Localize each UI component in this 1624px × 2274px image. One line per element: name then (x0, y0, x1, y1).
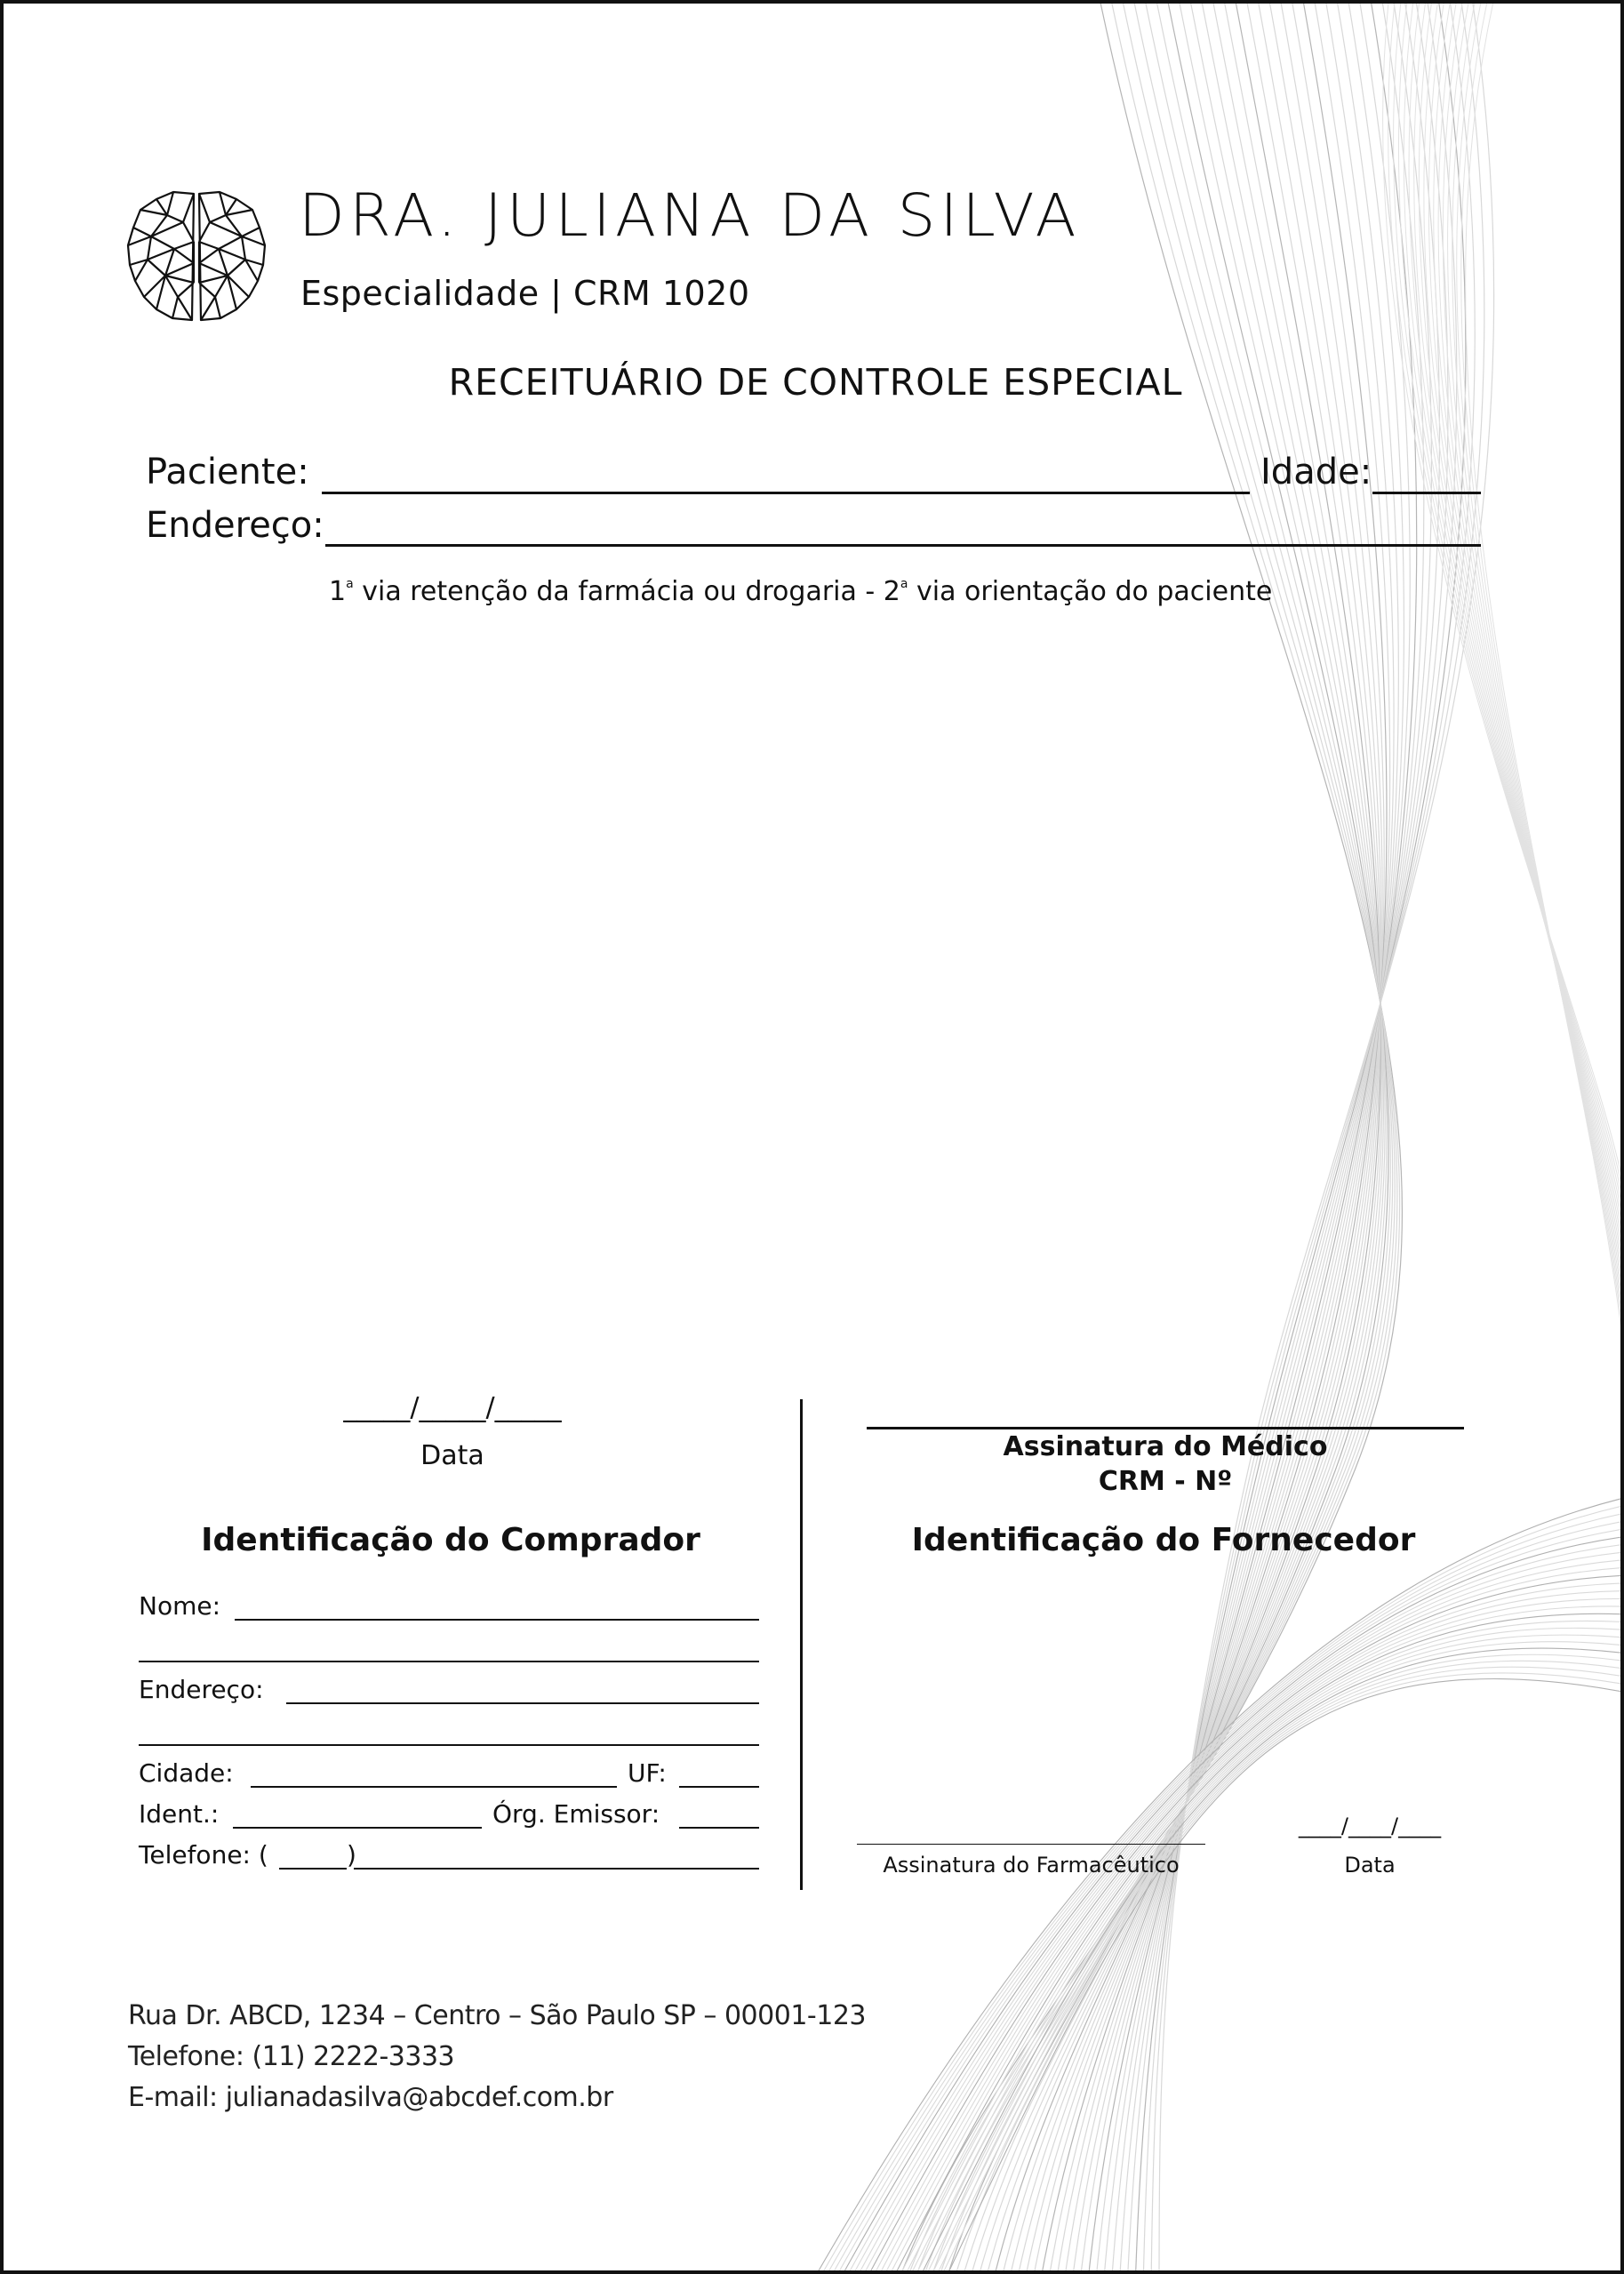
buyer-name-label: Nome: (139, 1591, 221, 1621)
prescription-date-label: Data (420, 1440, 484, 1471)
buyer-issuer-label: Órg. Emissor: (492, 1799, 660, 1829)
brain-icon (124, 187, 268, 325)
doctor-signature-label: Assinatura do Médico (1003, 1431, 1328, 1462)
buyer-phone-area-code-field[interactable] (279, 1868, 347, 1870)
copy-note-first-text: via retenção da farmácia ou drogaria - 2 (353, 576, 900, 607)
pharmacist-signature-field[interactable] (857, 1844, 1205, 1845)
specialty-crm-line: Especialidade | CRM 1020 (300, 274, 750, 313)
footer-phone: Telefone: (11) 2222-3333 (128, 2041, 455, 2072)
buyer-city-field[interactable] (251, 1786, 617, 1788)
footer-email: E-mail: julianadasilva@abcdef.com.br (128, 2082, 613, 2113)
buyer-uf-label: UF: (628, 1758, 667, 1788)
buyer-phone-field[interactable] (354, 1868, 759, 1870)
supplier-section-title: Identificação do Fornecedor (911, 1522, 1416, 1558)
address-field[interactable] (325, 544, 1481, 547)
form-title: RECEITUÁRIO DE CONTROLE ESPECIAL (448, 361, 1183, 404)
supplier-date-label: Data (1344, 1853, 1396, 1878)
buyer-uf-field[interactable] (679, 1786, 759, 1788)
footer-address: Rua Dr. ABCD, 1234 – Centro – São Paulo SP – 00001-123 (128, 2000, 866, 2031)
copy-note-second-ordinal: a (900, 577, 908, 591)
patient-label: Paciente: (146, 452, 309, 492)
section-divider (800, 1399, 803, 1890)
buyer-address-label: Endereço: (139, 1675, 264, 1704)
buyer-address-field[interactable] (286, 1702, 759, 1704)
buyer-name-field-continuation[interactable] (139, 1661, 759, 1662)
patient-field[interactable] (322, 492, 1250, 494)
age-field[interactable] (1372, 492, 1481, 494)
buyer-city-label: Cidade: (139, 1758, 234, 1788)
age-label: Idade: (1260, 452, 1372, 492)
buyer-id-field[interactable] (233, 1827, 482, 1829)
prescription-body-area[interactable] (137, 626, 1488, 1355)
buyer-section-title: Identificação do Comprador (201, 1522, 700, 1558)
doctor-name: DRA. JULIANA DA SILVA (299, 181, 1081, 250)
address-label: Endereço: (146, 505, 324, 546)
supplier-date-field[interactable]: ____/____/____ (1298, 1814, 1442, 1838)
buyer-address-field-continuation[interactable] (139, 1744, 759, 1746)
pharmacist-signature-label: Assinatura do Farmacêutico (883, 1853, 1180, 1878)
doctor-signature-field[interactable] (867, 1427, 1464, 1429)
copy-note-first-number: 1 (329, 576, 347, 607)
copy-note (329, 576, 1272, 607)
buyer-name-field[interactable] (235, 1619, 759, 1621)
buyer-issuer-field[interactable] (679, 1827, 759, 1829)
doctor-crm-label: CRM - Nº (1098, 1466, 1233, 1497)
buyer-phone-paren: ) (347, 1840, 356, 1870)
copy-note-first-ordinal: a (346, 577, 354, 591)
prescription-date-field[interactable]: _____/_____/_____ (343, 1392, 562, 1423)
buyer-id-label: Ident.: (139, 1799, 220, 1829)
copy-note-second-text: via orientação do paciente (908, 576, 1273, 607)
buyer-phone-label: Telefone: ( (139, 1840, 268, 1870)
